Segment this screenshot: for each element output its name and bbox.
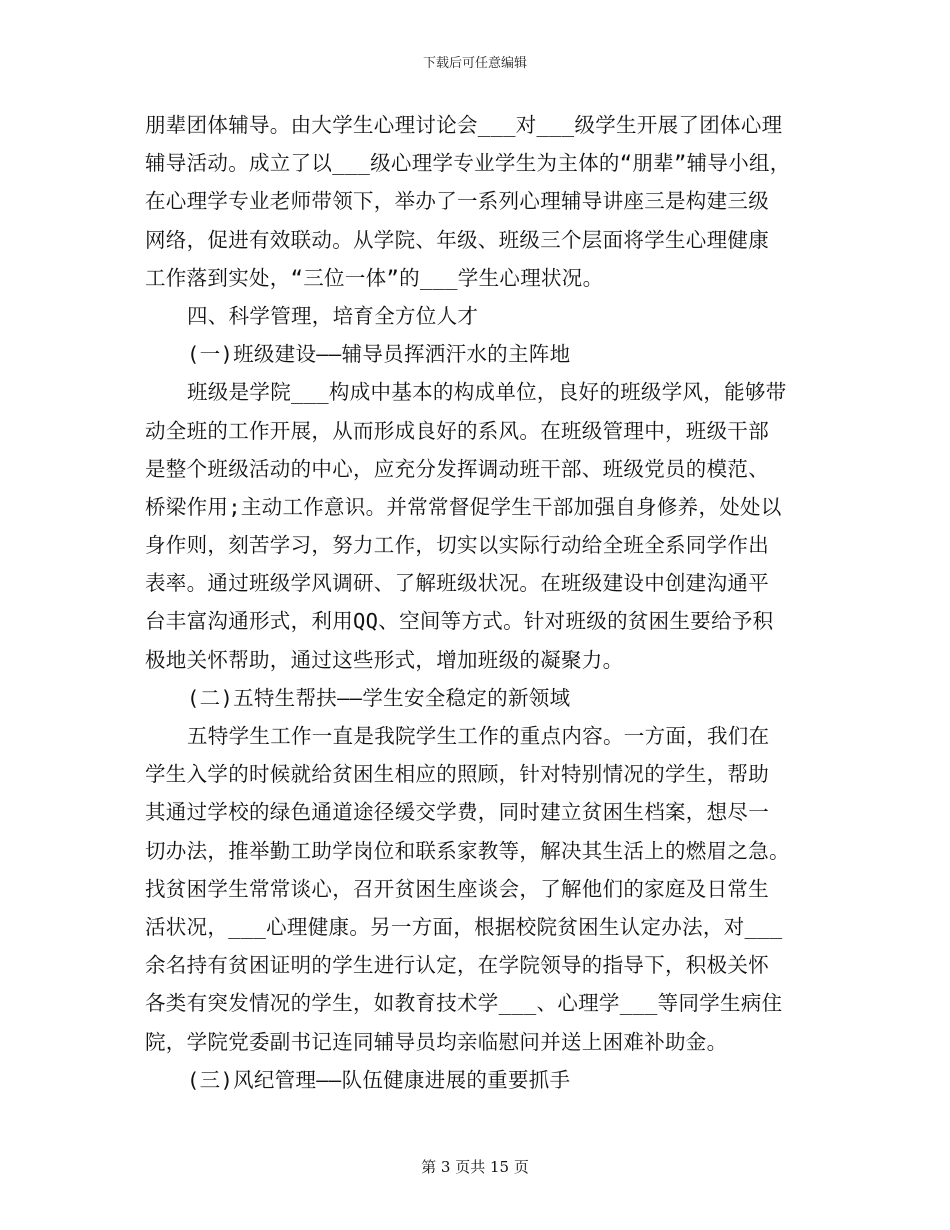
body-line: 余名持有贫困证明的学生进行认定，在学院领导的指导下，积极关怀: [145, 953, 769, 978]
document-body: [145, 106, 825, 1099]
body-line: 工作落到实处，“三位一体”的___学生心理状况。: [145, 265, 604, 290]
body-line: 网络，促进有效联动。从学院、年级、班级三个层面将学生心理健康: [145, 227, 769, 252]
body-line: 活状况，___心理健康。另一方面，根据校院贫困生认定办法，对___: [145, 914, 783, 939]
body-line: 学生入学的时候就给贫困生相应的照顾，针对特别情况的学生，帮助: [145, 762, 769, 787]
body-line: 桥梁作用;主动工作意识。并常常督促学生干部加强自身修养，处处以: [145, 494, 782, 519]
paragraph-start-line: 班级是学院___构成中基本的构成单位，良好的班级学风，能够带: [187, 380, 787, 405]
body-line: 动全班的工作开展，从而形成良好的系风。在班级管理中，班级干部: [145, 418, 769, 443]
body-line: 朋辈团体辅导。由大学生心理讨论会___对___级学生开展了团体心理: [145, 113, 783, 137]
body-line: 辅导活动。成立了以___级心理学专业学生为主体的“朋辈”辅导小组，: [145, 151, 791, 176]
subsection-heading: (一)班级建设——辅导员挥洒汗水的主阵地: [187, 342, 571, 367]
body-line: 找贫困学生常常谈心，召开贫困生座谈会，了解他们的家庭及日常生: [145, 876, 769, 901]
page-number: 第 3 页共 15 页: [421, 1158, 529, 1176]
subsection-heading: (二)五特生帮扶——学生安全稳定的新领域: [187, 685, 571, 710]
section-heading: 四、科学管理，培育全方位人才: [187, 303, 479, 328]
body-line: 身作则，刻苦学习，努力工作，切实以实际行动给全班全系同学作出: [145, 533, 769, 558]
body-line: 表率。通过班级学风调研、了解班级状况。在班级建设中创建沟通平: [145, 571, 769, 596]
page-header: 下载后可任意编辑: [422, 56, 527, 71]
subsection-heading: (三)风纪管理——队伍健康进展的重要抓手: [187, 1067, 571, 1092]
body-line: 院，学院党委副书记连同辅导员均亲临慰问并送上困难补助金。: [145, 1029, 728, 1054]
body-line: 台丰富沟通形式，利用QQ、空间等方式。针对班级的贫困生要给予积: [145, 609, 774, 634]
paragraph-start-line: 五特学生工作一直是我院学生工作的重点内容。一方面，我们在: [187, 724, 770, 748]
body-line: 在心理学专业老师带领下，举办了一系列心理辅导讲座三是构建三级: [145, 189, 769, 214]
body-line: 其通过学校的绿色通道途径缓交学费，同时建立贫困生档案，想尽一: [145, 800, 769, 825]
body-line: 切办法，推举勤工助学岗位和联系家教等，解决其生活上的燃眉之急。: [145, 838, 790, 863]
body-line: 各类有突发情况的学生，如教育技术学___、心理学___等同学生病住: [145, 991, 783, 1016]
body-line: 是整个班级活动的中心，应充分发挥调动班干部、班级党员的模范、: [145, 456, 769, 481]
body-line: 极地关怀帮助，通过这些形式，增加班级的凝聚力。: [145, 647, 624, 672]
